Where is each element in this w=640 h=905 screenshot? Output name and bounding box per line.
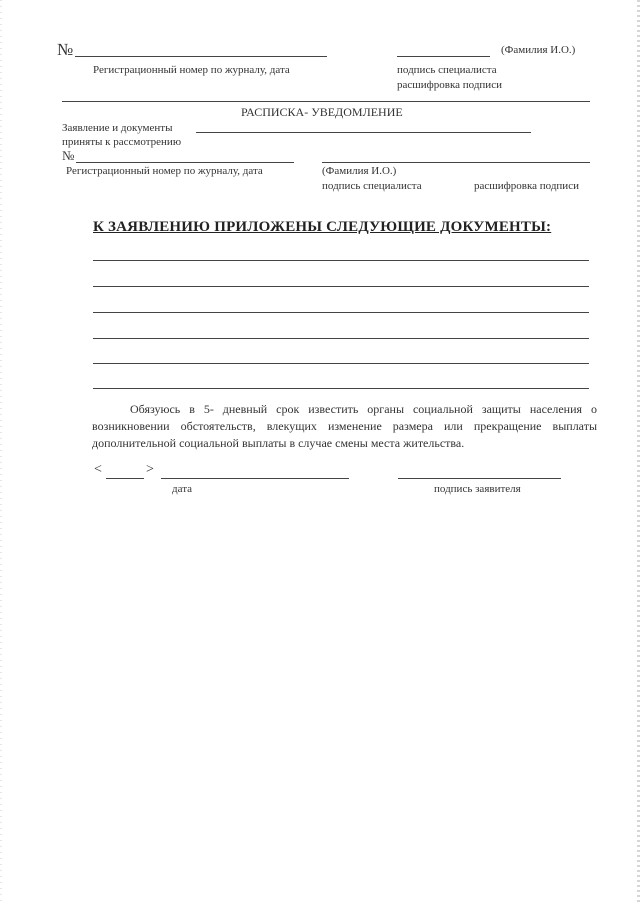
receipt-signature-decoding-caption: расшифровка подписи xyxy=(474,180,579,192)
receipt-title: РАСПИСКА- УВЕДОМЛЕНИЕ xyxy=(241,105,403,119)
date-day-line xyxy=(106,478,144,479)
specialist-signature-line xyxy=(397,56,490,57)
date-close-quote: > xyxy=(146,462,154,477)
scan-edge-left xyxy=(0,0,2,905)
receipt-fio-label: (Фамилия И.О.) xyxy=(322,165,397,177)
attachment-line xyxy=(93,388,589,389)
receipt-number-sign: № xyxy=(62,148,75,163)
reg-number-caption: Регистрационный номер по журналу, дата xyxy=(93,64,290,76)
specialist-signature-caption: подпись специалиста xyxy=(397,64,497,76)
receipt-specialist-line xyxy=(322,162,590,163)
obligation-paragraph xyxy=(92,401,597,452)
date-open-quote: < xyxy=(94,462,102,477)
fio-label: (Фамилия И.О.) xyxy=(501,44,576,56)
number-sign: № xyxy=(57,40,74,59)
applicant-signature-caption: подпись заявителя xyxy=(434,483,521,495)
attachment-line xyxy=(93,286,589,287)
attachment-line xyxy=(93,363,589,364)
attachments-heading: К ЗАЯВЛЕНИЮ ПРИЛОЖЕНЫ СЛЕДУЮЩИЕ ДОКУМЕНТЫ: xyxy=(93,219,552,235)
accepted-label: приняты к рассмотрению xyxy=(62,136,182,148)
statement-label: Заявление и документы xyxy=(62,122,173,134)
attachment-line xyxy=(93,312,589,313)
attachment-line xyxy=(93,260,589,261)
receipt-specialist-signature-caption: подпись специалиста xyxy=(322,180,422,192)
separator-line xyxy=(62,101,590,102)
date-caption: дата xyxy=(172,483,193,495)
reg-number-line xyxy=(75,56,327,57)
statement-line xyxy=(196,132,531,133)
attachment-line xyxy=(93,338,589,339)
date-month-year-line xyxy=(161,478,349,479)
signature-decoding-caption: расшифровка подписи xyxy=(397,79,502,91)
obligation-text: Обязуюсь в 5- дневный срок известить органы социальной защиты населения о возникновении обстоятельств, влекущих изменение размера или прекращение выплаты дополнительной социальной выплаты в случае смены места жительства. xyxy=(92,402,597,450)
receipt-reg-number-caption: Регистрационный номер по журналу, дата xyxy=(66,165,263,177)
receipt-reg-number-line xyxy=(76,162,294,163)
applicant-signature-line xyxy=(398,478,561,479)
